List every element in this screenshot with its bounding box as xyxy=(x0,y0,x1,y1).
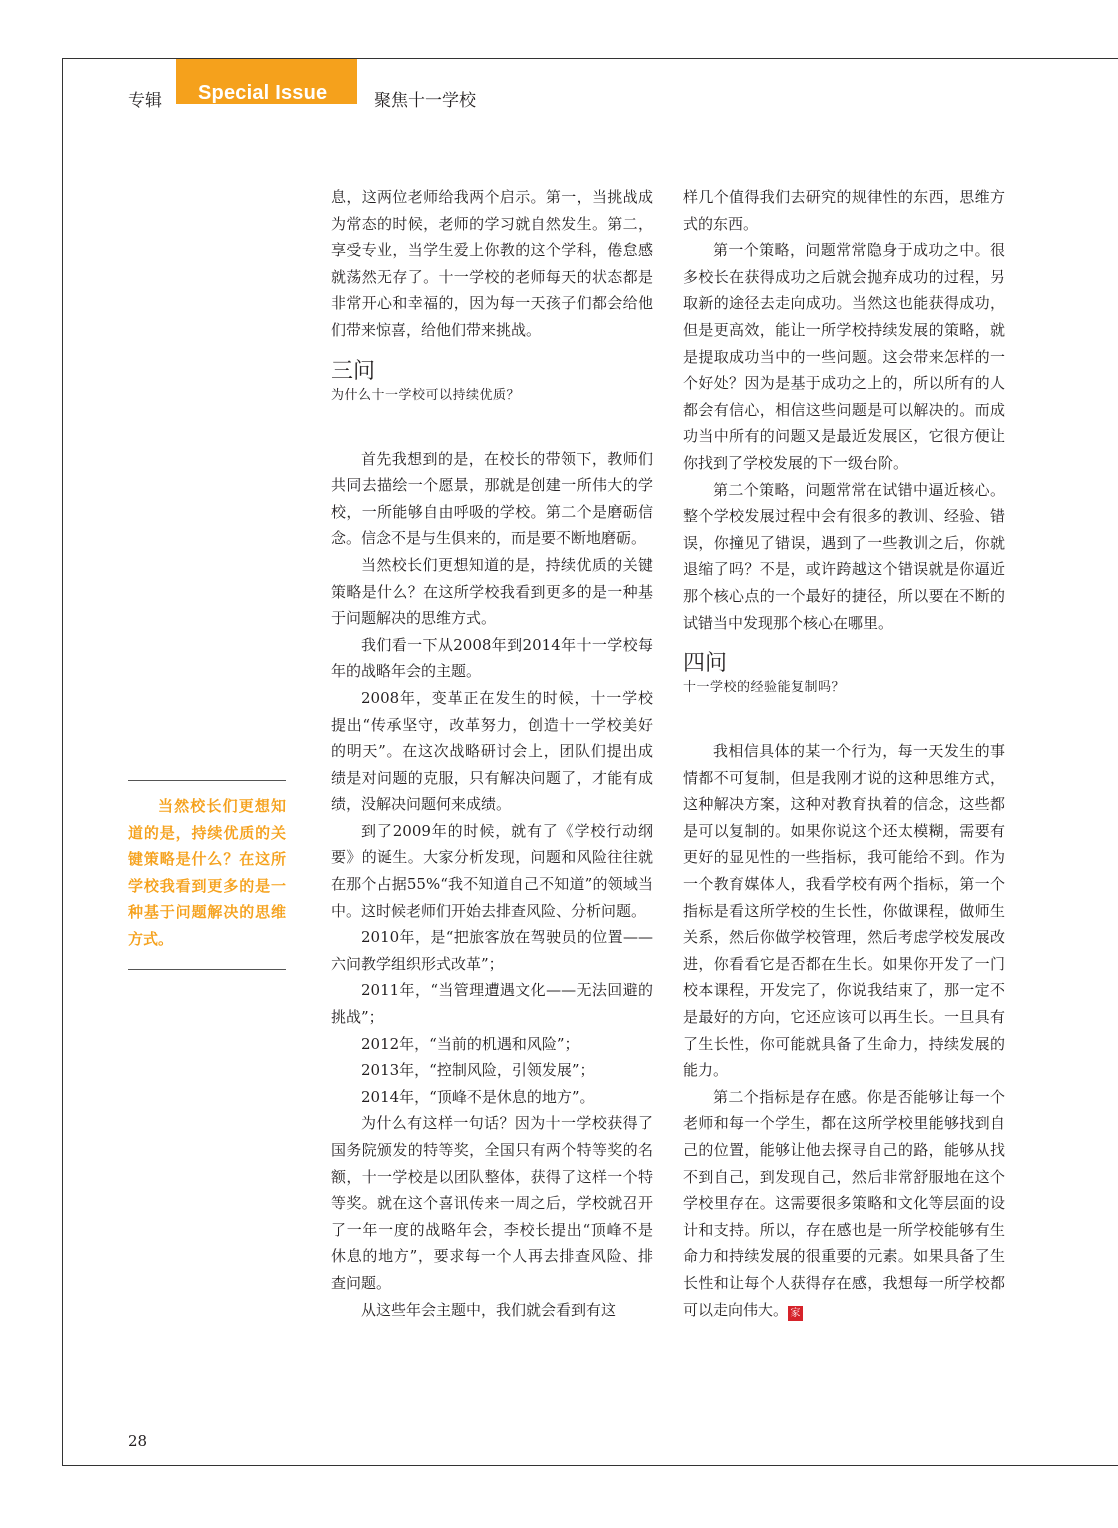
pull-quote: 当然校长们更想知道的是，持续优质的关键策略是什么？在这所学校我看到更多的是一种基于问题解决的思维方式。 xyxy=(128,780,286,970)
page-number: 28 xyxy=(128,1432,148,1450)
section-title-three: 三问 xyxy=(331,358,376,384)
paragraph: 当然校长们更想知道的是，持续优质的关键策略是什么？在这所学校我看到更多的是一种基于问题解决的思维方式。 xyxy=(331,555,653,628)
paragraph: 首先我想到的是，在校长的带领下，教师们共同去描绘一个愿景，那就是创建一所伟大的学校，一所能够自由呼吸的学校。第二个是磨砺信念。信念不是与生俱来的，而是要不断地磨砺。 xyxy=(331,449,653,548)
article-end-mark-icon: 家 xyxy=(788,1306,803,1321)
page-frame-bottom xyxy=(62,1465,1118,1466)
paragraph: 2012年，“当前的机遇和风险”； xyxy=(361,1034,580,1053)
paragraph: 样几个值得我们去研究的规律性的东西，思维方式的东西。 xyxy=(683,188,1005,233)
article-column-left xyxy=(331,184,653,1323)
paragraph: 2010年，是“把旅客放在驾驶员的位置——六问教学组织形式改革”； xyxy=(331,928,653,973)
paragraph: 2011年，“当管理遭遇文化——无法回避的挑战”； xyxy=(331,981,653,1027)
section-title-four: 四问 xyxy=(683,651,728,677)
article-column-right xyxy=(683,184,1005,1323)
paragraph: 2014年，“顶峰不是休息的地方”。 xyxy=(361,1087,595,1106)
paragraph: 第二个策略，问题常常在试错中逼近核心。整个学校发展过程中会有很多的教训、经验、错误，你撞见了错误，遇到了一些教训之后，你就退缩了吗？不是，或许跨越这个错误就是你逼近那个核心点的一个最好的捷径，所以要在不断的试错当中发现那个核心在哪里。 xyxy=(683,480,1005,632)
paragraph: 我们看一下从2008年到2014年十一学校每年的战略年会的主题。 xyxy=(331,635,653,681)
paragraph-final xyxy=(683,1084,1005,1323)
paragraph: 到了2009年的时候，就有了《学校行动纲要》的诞生。大家分析发现，问题和风险往往就在那个占据55%“我不知道自己不知道”的领域当中。这时候老师们开始去排查风险、分析问题。 xyxy=(331,821,653,920)
paragraph: 2008年，变革正在发生的时候，十一学校提出“传承坚守，改革努力，创造十一学校美好的明天”。在这次战略研讨会上，团队们提出成绩是对问题的克服，只有解决问题了，才能有成绩，没解决问题何来成绩。 xyxy=(331,688,653,814)
paragraph: 2013年，“控制风险，引领发展”； xyxy=(361,1061,595,1080)
paragraph: 我相信具体的某一个行为，每一天发生的事情都不可复制，但是我刚才说的这种思维方式，这种解决方案，这种对教育执着的信念，这些都是可以复制的。如果你说这个还太模糊，需要有更好的显见性的一些指标，我可能给不到。作为一个教育媒体人，我看学校有两个指标，第一个指标是看这所学校的生长性，你做课程，做师生关系，然后你做学校管理，然后考虑学校发展改进，你看看它是否都在生长。如果你开发了一门校本课程，开发完了，你说我结束了，那一定不是最好的方向，它还应该可以再生长。一旦具有了生长性，你可能就具备了生命力，持续发展的能力。 xyxy=(683,742,1005,1080)
paragraph: 从这些年会主题中，我们就会看到有这 xyxy=(361,1300,617,1319)
section-question-four: 十一学校的经验能复制吗？ xyxy=(683,680,846,696)
section-question-three: 为什么十一学校可以持续优质？ xyxy=(331,387,521,403)
paragraph: 第一个策略，问题常常隐身于成功之中。很多校长在获得成功之后就会抛弃成功的过程，另取新的途径去走向成功。当然这也能获得成功，但是更高效，能让一所学校持续发展的策略，就是提取成功当中的一些问题。这会带来怎样的一个好处？因为是基于成功之上的，所以所有的人都会有信心，相信这些问题是可以解决的。而成功当中所有的问题又是最近发展区，它很方便让你找到了学校发展的下一级台阶。 xyxy=(683,241,1005,472)
paragraph: 息，这两位老师给我两个启示。第一，当挑战成为常态的时候，老师的学习就自然发生。第二，享受专业，当学生爱上你教的这个学科，倦怠感就荡然无存了。十一学校的老师每天的状态都是非常开心和幸福的，因为每一天孩子们都会给他们带来惊喜，给他们带来挑战。 xyxy=(331,188,653,339)
paragraph-final-text: 第二个指标是存在感。你是否能够让每一个老师和每一个学生，都在这所学校里能够找到自己的位置，能够让他去探寻自己的路，能够从找不到自己，到发现自己，然后非常舒服地在这个学校里存在。这需要很多策略和文化等层面的设计和支持。所以，存在感也是一所学校能够有生命力和持续发展的很重要的元素。如果具备了生长性和让每个人获得存在感，我想每一所学校都可以走向伟大。 xyxy=(683,1087,1005,1319)
page-frame-left xyxy=(62,58,63,1466)
header-section-title: 聚焦十一学校 xyxy=(374,91,476,111)
header-special-issue-tab: Special Issue xyxy=(176,59,357,104)
paragraph: 为什么有这样一句话？因为十一学校获得了国务院颁发的特等奖，全国只有两个特等奖的名额，十一学校是以团队整体，获得了这样一个特等奖。就在这个喜讯传来一周之后，学校就召开了一年一度的战略年会，李校长提出“顶峰不是休息的地方”，要求每一个人再去排查风险、排查问题。 xyxy=(331,1114,653,1292)
header-column-label: 专辑 xyxy=(128,91,162,111)
